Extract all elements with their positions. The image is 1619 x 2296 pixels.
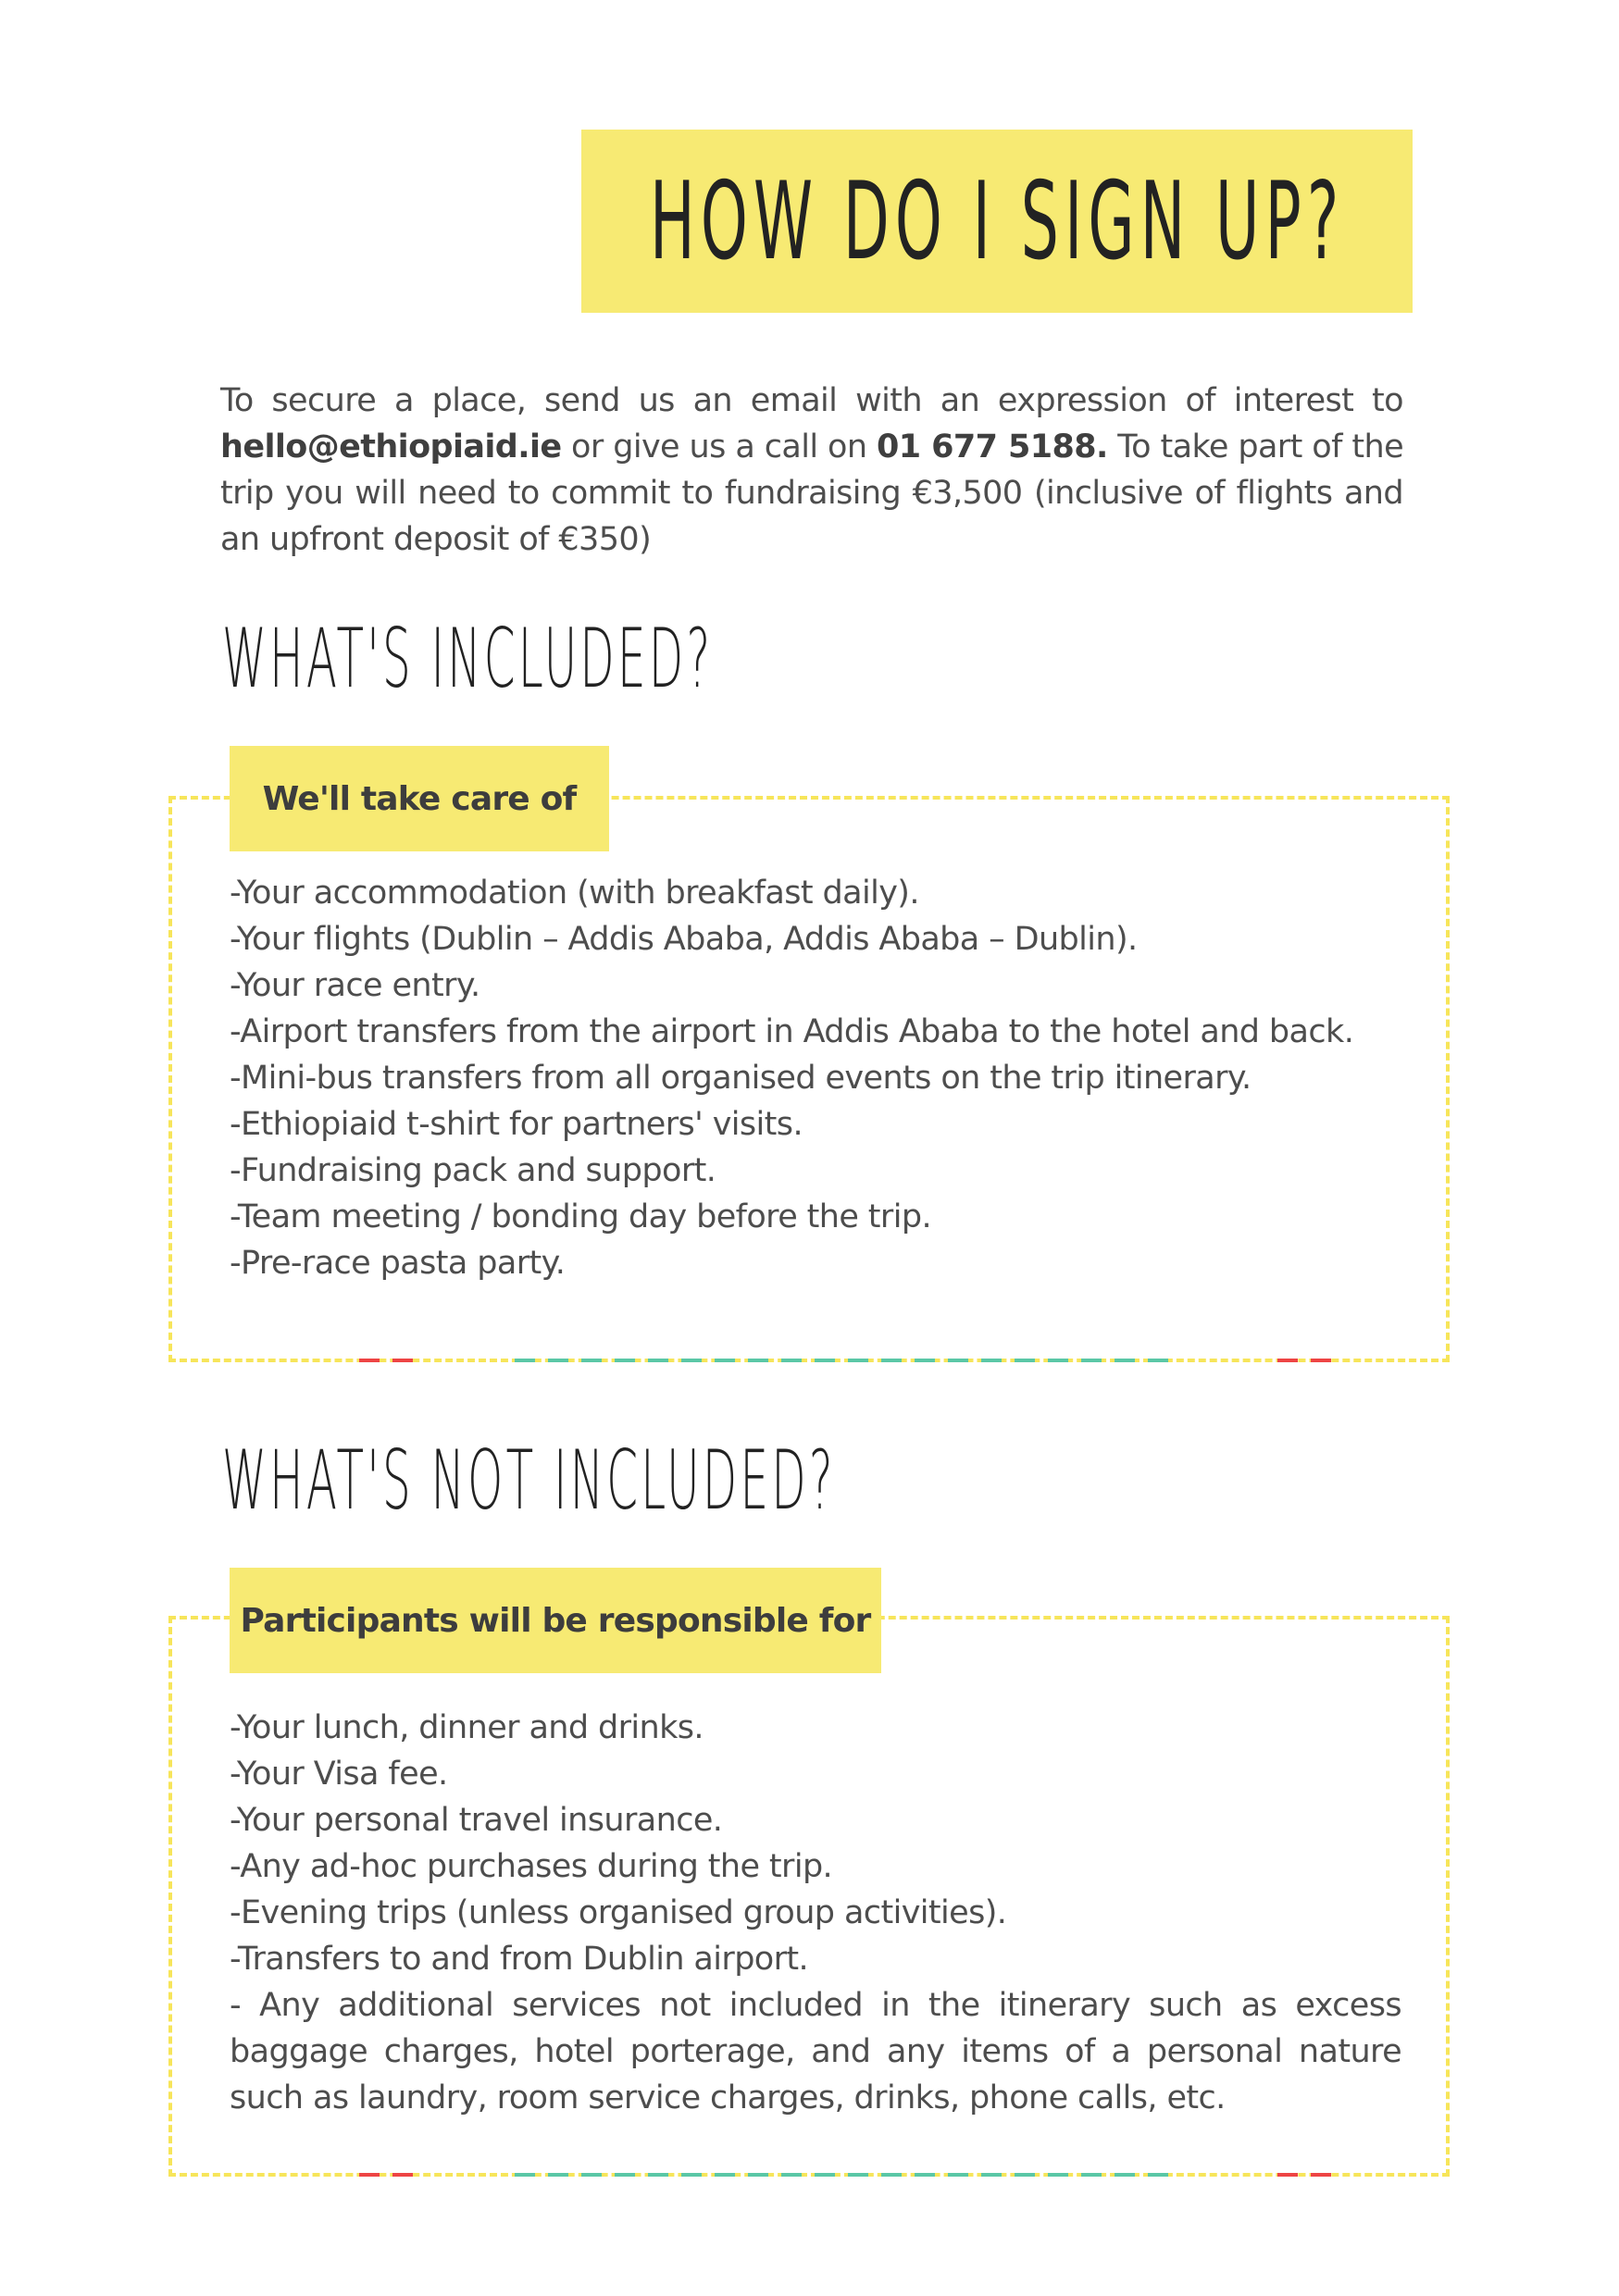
intro-text-1: To secure a place, send us an email with an expression of interest to <box>220 382 1403 419</box>
list-item: -Mini-bus transfers from all organised events on the trip itinerary. <box>230 1060 1252 1097</box>
not-included-tag: Participants will be responsible for <box>230 1568 881 1673</box>
phone-number[interactable]: 01 677 5188. <box>876 428 1108 465</box>
title-banner <box>581 130 1413 313</box>
list-item: -Any ad-hoc purchases during the trip. <box>230 1848 833 1885</box>
list-item: -Airport transfers from the airport in Addis Ababa to the hotel and back. <box>230 1013 1354 1050</box>
not-included-teal-accent <box>515 2173 1179 2177</box>
list-item: -Ethiopiaid t-shirt for partners' visits. <box>230 1106 803 1143</box>
not-included-red-accent-left <box>359 2173 415 2177</box>
list-item: -Evening trips (unless organised group activities). <box>230 1894 1007 1931</box>
list-item: -Your personal travel insurance. <box>230 1802 723 1839</box>
intro-paragraph <box>220 378 1403 563</box>
list-item: -Fundraising pack and support. <box>230 1152 716 1189</box>
list-item: -Your Visa fee. <box>230 1756 448 1793</box>
included-red-accent-right <box>1277 1359 1333 1362</box>
intro-text-2: or give us a call on <box>571 428 867 465</box>
included-list <box>230 870 1401 1286</box>
list-item: - Any additional services not included in the itinerary such as excess baggage charges, hotel porterage, and any items of a personal nature such as laundry, room service charges, drinks, phone calls, etc. <box>230 1987 1401 2116</box>
included-red-accent-left <box>359 1359 415 1362</box>
included-tag: We'll take care of <box>230 746 609 851</box>
not-included-heading: WHAT'S NOT INCLUDED? <box>222 1433 836 1528</box>
list-item: -Team meeting / bonding day before the trip. <box>230 1198 931 1235</box>
included-teal-accent <box>515 1359 1179 1362</box>
list-item: -Your accommodation (with breakfast daily). <box>230 875 919 912</box>
not-included-list <box>230 1705 1401 2121</box>
list-item: -Your flights (Dublin – Addis Ababa, Addis Ababa – Dublin). <box>230 921 1138 958</box>
list-item: -Transfers to and from Dublin airport. <box>230 1941 809 1978</box>
not-included-red-accent-right <box>1277 2173 1333 2177</box>
list-item: -Your lunch, dinner and drinks. <box>230 1709 704 1746</box>
included-heading: WHAT'S INCLUDED? <box>222 611 714 706</box>
email-link[interactable]: hello@ethiopiaid.ie <box>220 428 562 465</box>
intro-text-3: To take part of the trip you will need to commit to fundraising €3,500 (inclusive of flights and an upfront deposit of €350) <box>220 428 1404 558</box>
list-item: -Pre-race pasta party. <box>230 1245 566 1282</box>
page-title: HOW DO I SIGN UP? <box>649 158 1345 284</box>
list-item: -Your race entry. <box>230 967 480 1004</box>
